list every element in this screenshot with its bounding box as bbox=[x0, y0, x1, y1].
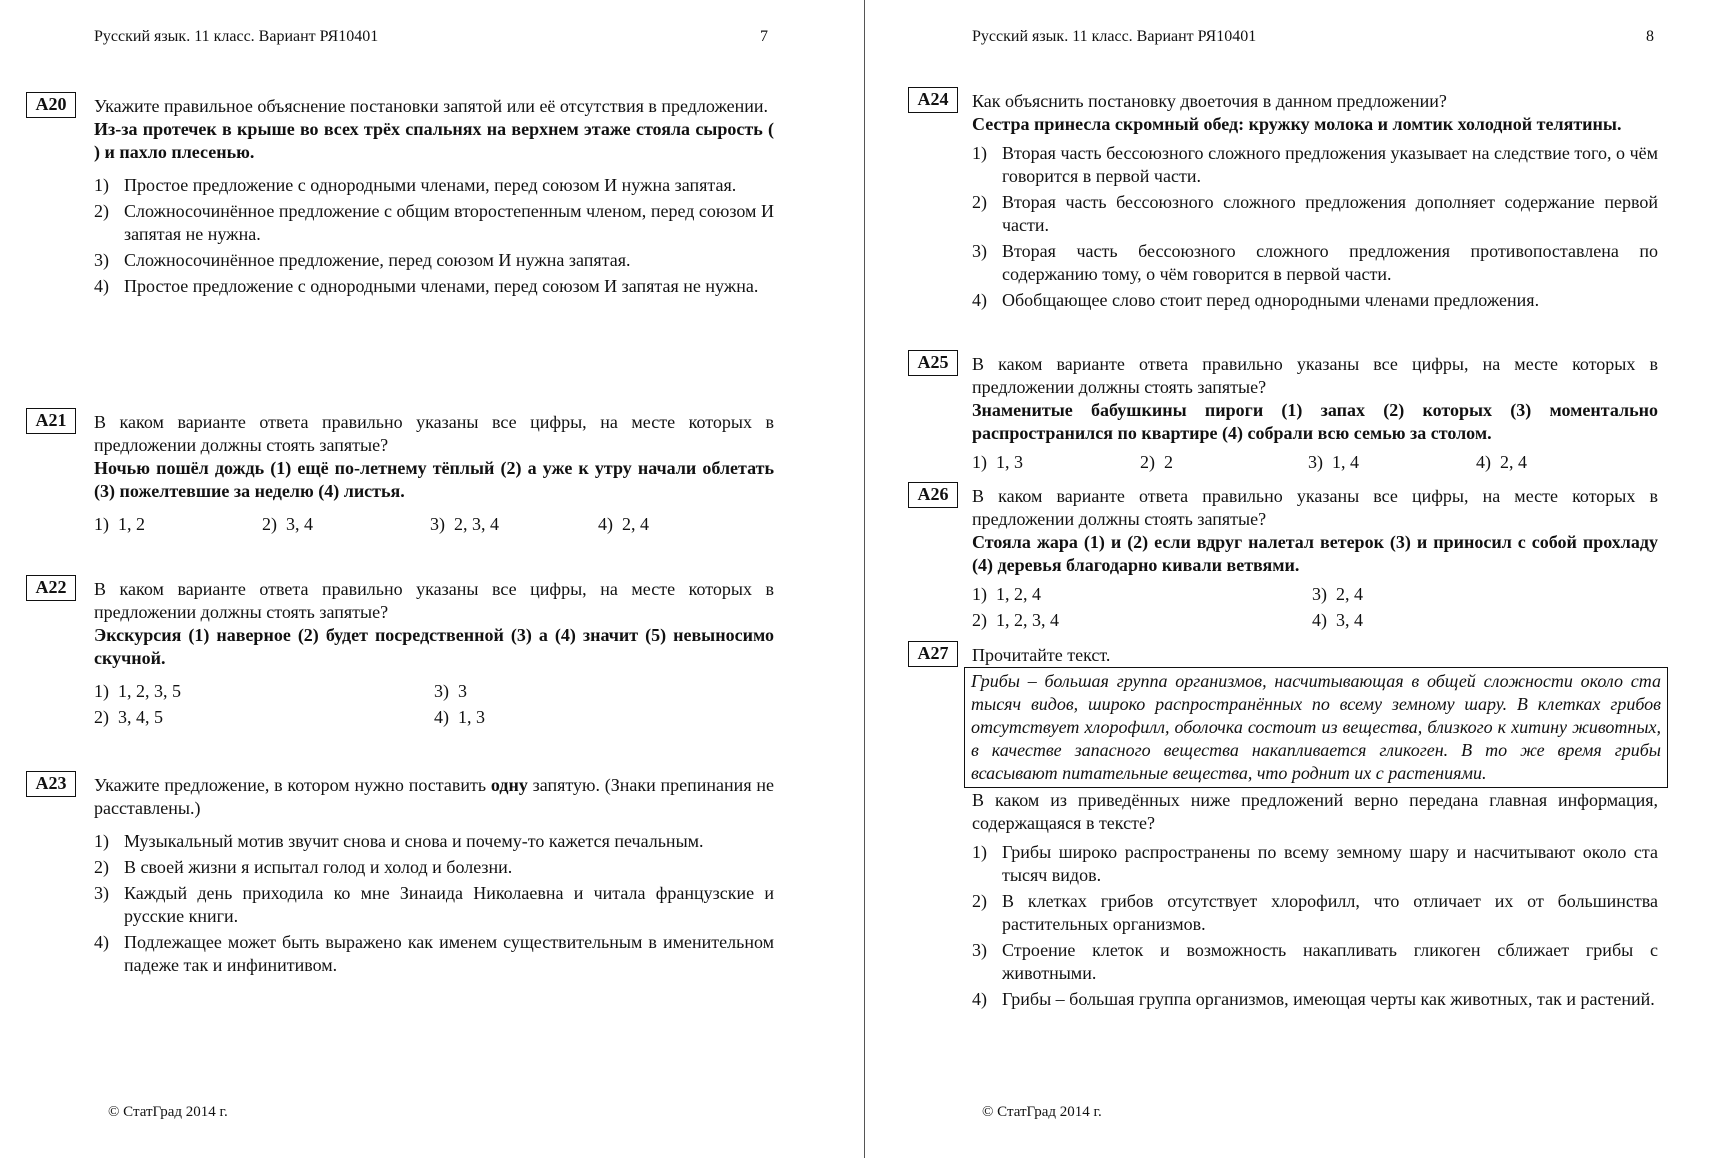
answer-option[interactable]: 2) 1, 2, 3, 4 bbox=[972, 610, 1059, 630]
answer-option[interactable]: 3) Сложносочинённое предложение, перед союзом И нужна запятая. bbox=[94, 250, 631, 270]
task-sentence: Сестра принесла скромный обед: кружку молока и ломтик холодной телятины. bbox=[972, 114, 1622, 134]
option-list bbox=[972, 841, 1658, 1011]
answer-option[interactable]: 4) Грибы – большая группа организмов, имеющая черты как животных, так и растений. bbox=[972, 989, 1655, 1009]
page-number: 7 bbox=[760, 28, 768, 45]
task-sentence: Ночью пошёл дождь (1) ещё по-летнему тёплый (2) а уже к утру начали облетать (3) пожелтевшие за неделю (4) листья. bbox=[94, 458, 774, 501]
task-question: Укажите предложение, в котором нужно поставить одну запятую. (Знаки препинания не расставлены.) bbox=[94, 775, 774, 818]
option-list bbox=[972, 142, 1658, 312]
answer-option[interactable]: 1) 1, 2, 3, 5 bbox=[94, 681, 181, 701]
answer-option[interactable]: 3) 1, 4 bbox=[1308, 452, 1359, 472]
task-intro: Прочитайте текст. bbox=[972, 645, 1111, 665]
answer-option[interactable]: 4) 2, 4 bbox=[1476, 452, 1527, 472]
option-list bbox=[94, 174, 774, 298]
task-label: A23 bbox=[26, 771, 76, 797]
answer-option[interactable]: 3) 3 bbox=[434, 681, 467, 701]
option-grid bbox=[972, 583, 1658, 632]
answer-option[interactable]: 4) 2, 4 bbox=[598, 514, 649, 534]
task-sentence: Знаменитые бабушкины пироги (1) запах (2) которых (3) моментально распространился по квартире (4) собрали всю семью за столом. bbox=[972, 400, 1658, 443]
option-grid bbox=[94, 680, 774, 729]
answer-option[interactable]: 4) 1, 3 bbox=[434, 707, 485, 727]
answer-option[interactable]: 2) 3, 4, 5 bbox=[94, 707, 163, 727]
answer-option[interactable]: 4) Обобщающее слово стоит перед однородными членами предложения. bbox=[972, 290, 1540, 310]
answer-option[interactable]: 2) 2 bbox=[1140, 452, 1173, 472]
task-label: A24 bbox=[908, 87, 958, 113]
answer-option[interactable]: 3) 2, 3, 4 bbox=[430, 514, 499, 534]
task-label: A22 bbox=[26, 575, 76, 601]
answer-option[interactable]: 3) 2, 4 bbox=[1312, 584, 1363, 604]
page-number: 8 bbox=[1646, 28, 1654, 45]
answer-option[interactable]: 4) Простое предложение с однородными членами, перед союзом И запятая не нужна. bbox=[94, 276, 759, 296]
task-label: A25 bbox=[908, 350, 958, 376]
answer-option[interactable]: 1) 1, 3 bbox=[972, 452, 1023, 472]
header-title: Русский язык. 11 класс. Вариант РЯ10401 bbox=[972, 28, 1257, 45]
answer-option[interactable]: 2) 3, 4 bbox=[262, 514, 313, 534]
answer-option[interactable]: 2) В своей жизни я испытал голод и холод и болезни. bbox=[94, 857, 513, 877]
page-footer: © СтатГрад 2014 г. bbox=[108, 1104, 228, 1120]
task-label: A27 bbox=[908, 641, 958, 667]
task-sentence: Стояла жара (1) и (2) если вдруг налетал ветерок (3) и приносил с собой прохладу (4) деревья благодарно кивали ветвями. bbox=[972, 532, 1658, 575]
answer-option[interactable]: 1) Грибы широко распространены по всему земному шару и насчитывают около ста тысяч видов. bbox=[972, 842, 1658, 885]
answer-option[interactable]: 3) Каждый день приходила ко мне Зинаида Николаевна и читала французские и русские книги. bbox=[94, 883, 774, 926]
answer-option[interactable]: 2) Вторая часть бессоюзного сложного предложения дополняет содержание первой части. bbox=[972, 192, 1658, 235]
task-label: A26 bbox=[908, 482, 958, 508]
header-title: Русский язык. 11 класс. Вариант РЯ10401 bbox=[94, 28, 379, 45]
answer-option[interactable]: 4) 3, 4 bbox=[1312, 610, 1363, 630]
answer-option[interactable]: 1) 1, 2, 4 bbox=[972, 584, 1041, 604]
page-right bbox=[872, 0, 1714, 1158]
option-list bbox=[94, 830, 774, 977]
answer-option[interactable]: 3) Строение клеток и возможность накапливать гликоген сближает грибы с животными. bbox=[972, 940, 1658, 983]
task-question: В каком варианте ответа правильно указаны все цифры, на месте которых в предложении должны стоять запятые? bbox=[972, 354, 1658, 397]
task-sentence: Из-за протечек в крыше во всех трёх спальнях на верхнем этаже стояла сырость ( ) и пахло плесенью. bbox=[94, 119, 774, 162]
task-question: В каком варианте ответа правильно указаны все цифры, на месте которых в предложении должны стоять запятые? bbox=[94, 412, 774, 455]
task-question: В каком варианте ответа правильно указаны все цифры, на месте которых в предложении должны стоять запятые? bbox=[94, 579, 774, 622]
answer-option[interactable]: 1) Вторая часть бессоюзного сложного предложения указывает на следствие того, о чём говорится в первой части. bbox=[972, 143, 1658, 186]
answer-option[interactable]: 2) В клетках грибов отсутствует хлорофилл, что отличает их от большинства растительных организмов. bbox=[972, 891, 1658, 934]
task-label: A20 bbox=[26, 92, 76, 118]
task-question: В каком варианте ответа правильно указаны все цифры, на месте которых в предложении должны стоять запятые? bbox=[972, 486, 1658, 529]
answer-option[interactable]: 1) Простое предложение с однородными членами, перед союзом И нужна запятая. bbox=[94, 175, 737, 195]
answer-option[interactable]: 2) Сложносочинённое предложение с общим второстепенным членом, перед союзом И запятая не нужна. bbox=[94, 201, 774, 244]
task-question: В каком из приведённых ниже предложений верно передана главная информация, содержащаяся в тексте? bbox=[972, 790, 1658, 833]
answer-option[interactable]: 1) Музыкальный мотив звучит снова и снова и почему-то кажется печальным. bbox=[94, 831, 704, 851]
task-sentence: Экскурсия (1) наверное (2) будет посредственной (3) а (4) значит (5) невыносимо скучной. bbox=[94, 625, 774, 668]
page-footer: © СтатГрад 2014 г. bbox=[982, 1104, 1102, 1120]
task-label: A21 bbox=[26, 408, 76, 434]
reading-passage: Грибы – большая группа организмов, насчитывающая в общей сложности около ста тысяч видов, широко распространённых по всему земному шару. В клетках грибов отсутствует хлорофилл, оболочка состоит из вещества, близкого к хитину животных, в качестве запасного вещества накапливается гликоген. В то же время грибы всасывают питательные вещества, что роднит их с растениями. bbox=[964, 667, 1668, 788]
option-row bbox=[972, 451, 1658, 474]
task-question: Укажите правильное объяснение постановки запятой или её отсутствия в предложении. bbox=[94, 96, 769, 116]
task-question: Как объяснить постановку двоеточия в данном предложении? bbox=[972, 91, 1447, 111]
option-row bbox=[94, 513, 774, 536]
answer-option[interactable]: 1) 1, 2 bbox=[94, 514, 145, 534]
page-divider bbox=[864, 0, 865, 1158]
answer-option[interactable]: 3) Вторая часть бессоюзного сложного предложения противопоставлена по содержанию тому, о чём говорится в первой части. bbox=[972, 241, 1658, 284]
answer-option[interactable]: 4) Подлежащее может быть выражено как именем существительным в именительном падеже так и инфинитивом. bbox=[94, 932, 774, 975]
